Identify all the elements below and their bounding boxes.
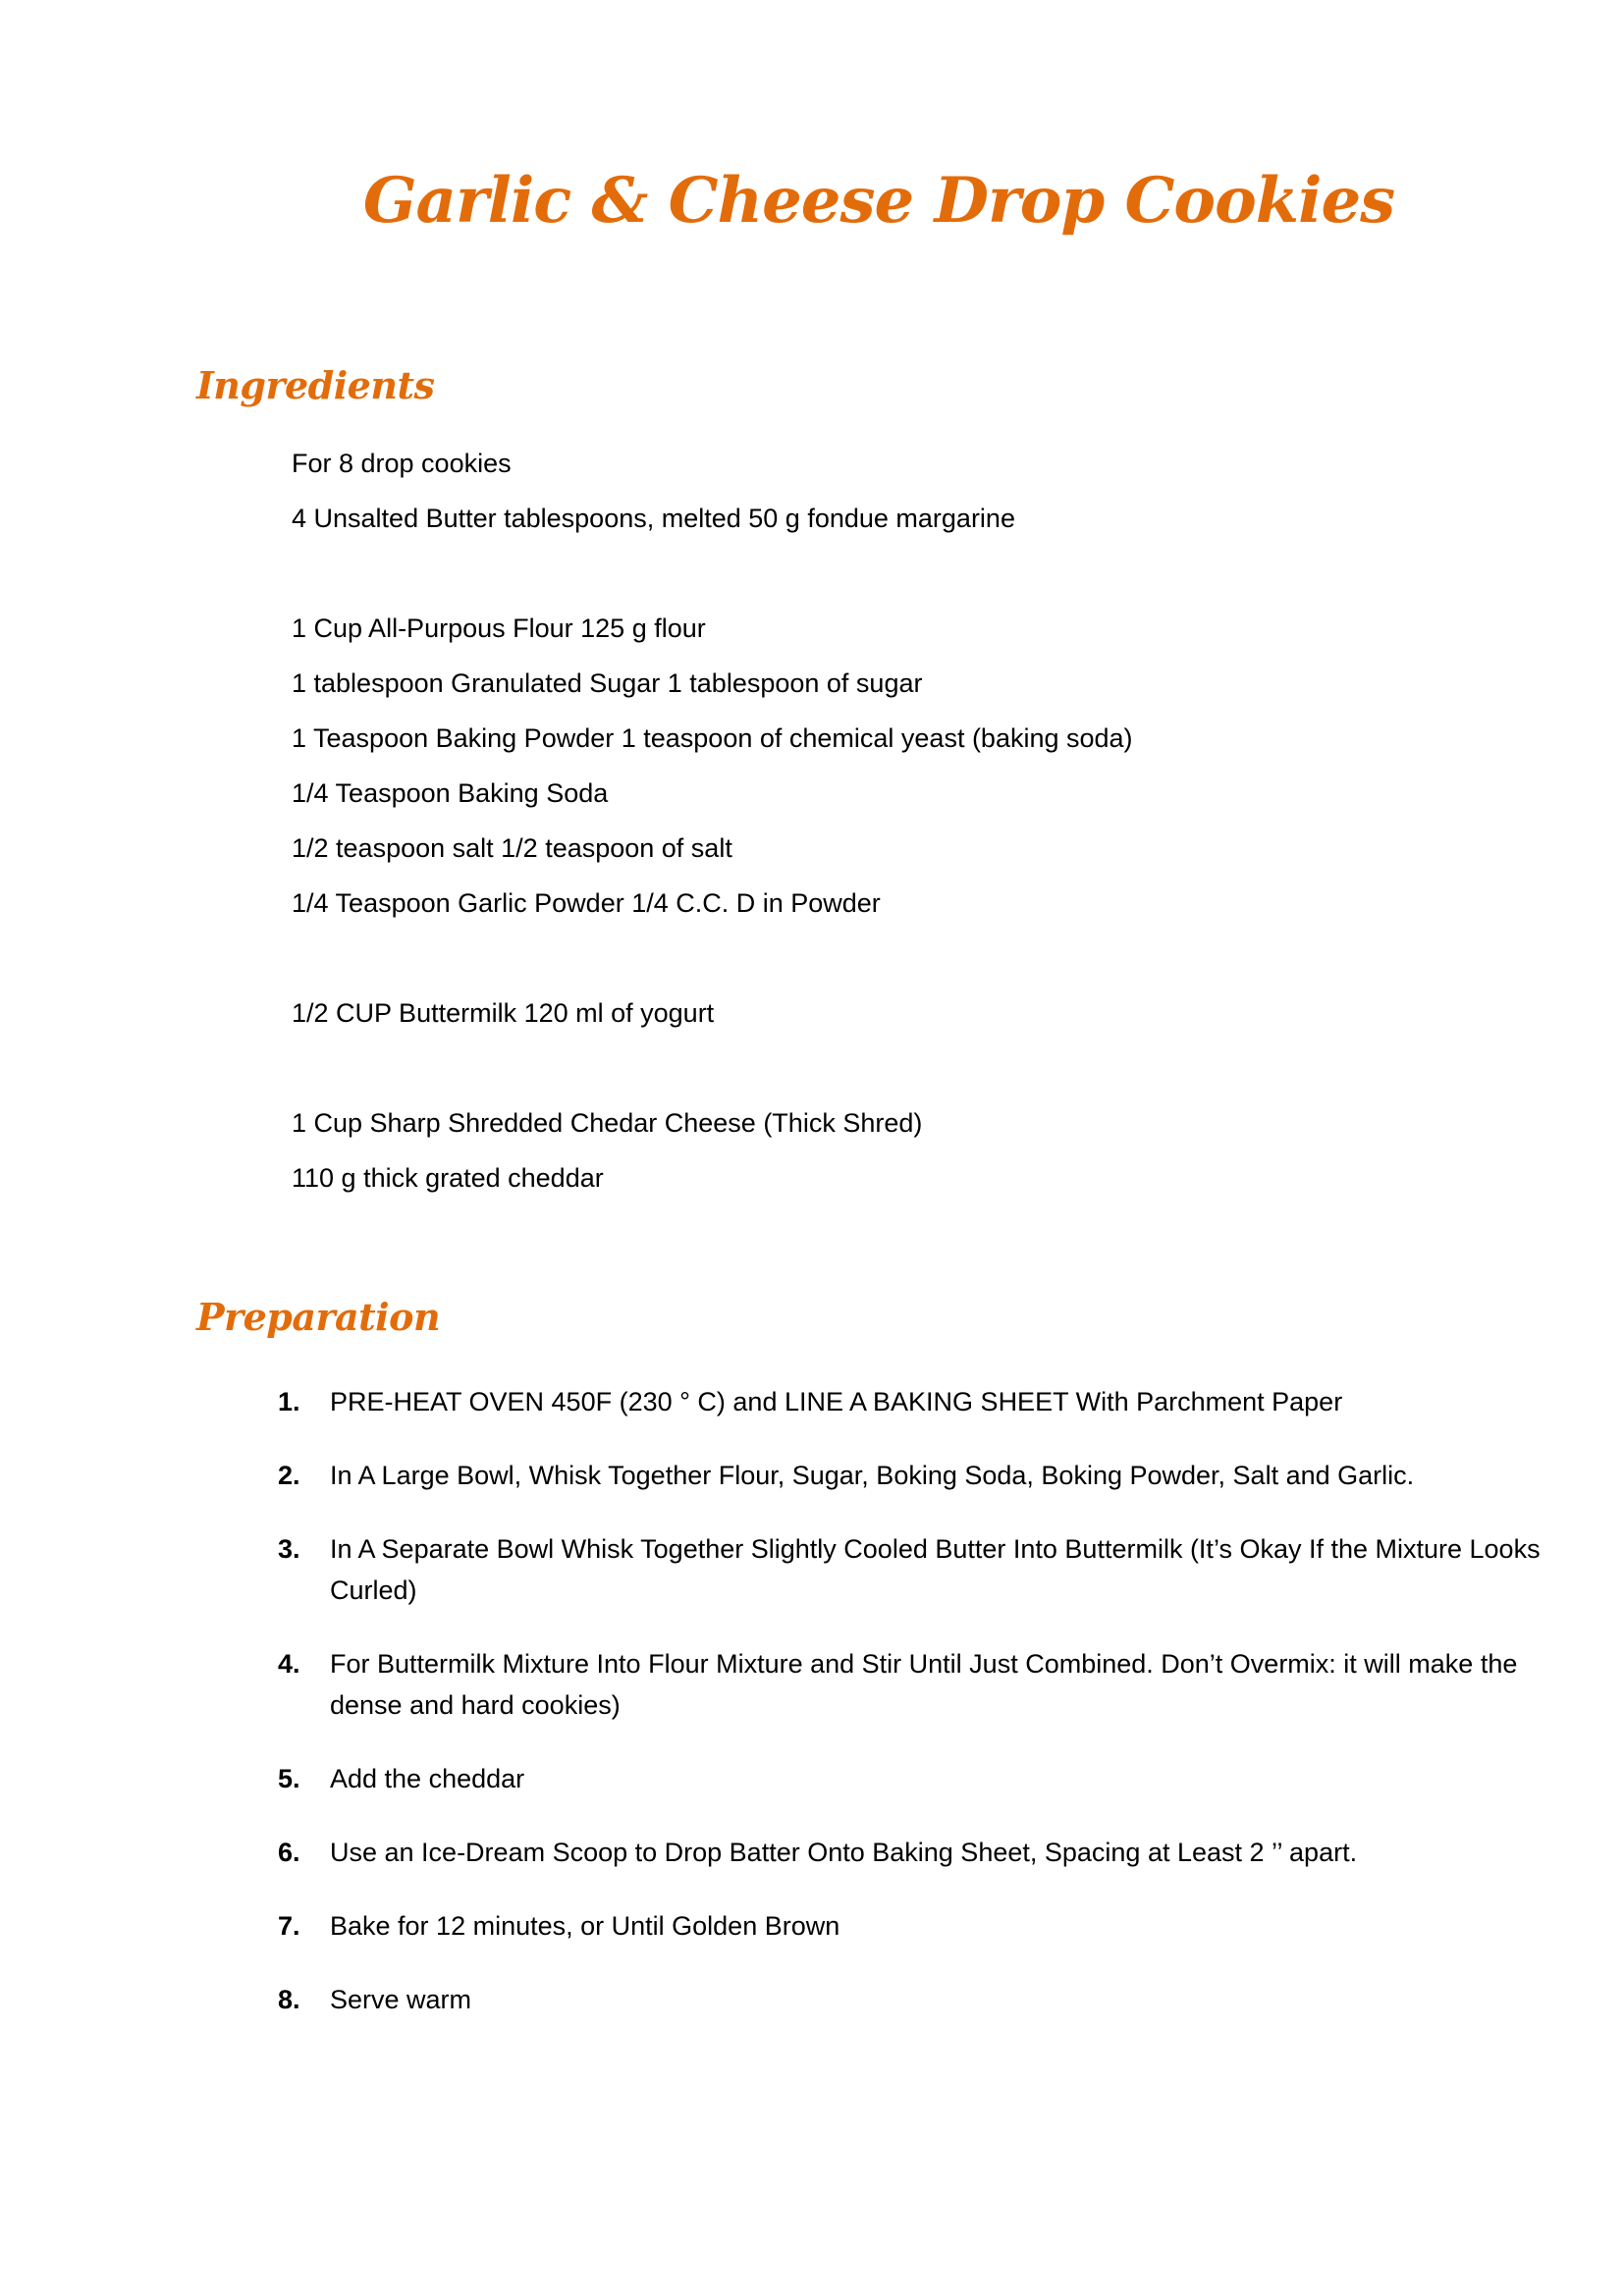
ingredient-item: 1 Teaspoon Baking Powder 1 teaspoon of chemical yeast (baking soda): [292, 723, 1133, 753]
step-text: In A Large Bowl, Whisk Together Flour, Sugar, Boking Soda, Boking Powder, Salt and Garlic.: [330, 1461, 1415, 1490]
ingredient-item: For 8 drop cookies: [292, 449, 512, 478]
step-text: Serve warm: [330, 1985, 472, 2014]
step-text: In A Separate Bowl Whisk Together Slightly Cooled Butter Into Buttermilk (It’s Okay If the Mixture Looks Curled): [330, 1534, 1541, 1605]
ingredients-list: [292, 436, 1548, 1205]
ingredient-item: 1/4 Teaspoon Garlic Powder 1/4 C.C. D in Powder: [292, 888, 881, 918]
page-title: Garlic & Cheese Drop Cookies: [362, 164, 1395, 238]
preparation-step: [278, 1528, 1554, 1611]
step-number: 8.: [278, 1985, 300, 2014]
step-number: 3.: [278, 1534, 300, 1564]
step-number: 5.: [278, 1764, 300, 1793]
step-text: Add the cheddar: [330, 1764, 525, 1793]
ingredient-item: 110 g thick grated cheddar: [292, 1163, 604, 1193]
step-number: 7.: [278, 1911, 300, 1941]
ingredient-item: 1 Cup All-Purpous Flour 125 g flour: [292, 614, 706, 643]
preparation-step: [278, 1832, 1554, 1873]
preparation-step: [278, 1643, 1554, 1726]
step-number: 4.: [278, 1649, 300, 1679]
step-number: 1.: [278, 1387, 300, 1416]
preparation-step: [278, 1758, 1554, 1799]
preparation-step: [278, 1381, 1554, 1422]
ingredient-item: 1 tablespoon Granulated Sugar 1 tablespoon of sugar: [292, 668, 923, 698]
step-text: PRE-HEAT OVEN 450F (230 ° C) and LINE A BAKING SHEET With Parchment Paper: [330, 1387, 1343, 1416]
ingredient-item: 1/2 teaspoon salt 1/2 teaspoon of salt: [292, 833, 732, 863]
step-number: 6.: [278, 1838, 300, 1867]
ingredient-item: 1 Cup Sharp Shredded Chedar Cheese (Thick Shred): [292, 1108, 923, 1138]
step-text: For Buttermilk Mixture Into Flour Mixture and Stir Until Just Combined. Don’t Overmix: it will make the dense and hard cookies): [330, 1649, 1518, 1720]
ingredient-item: 4 Unsalted Butter tablespoons, melted 50 g fondue margarine: [292, 504, 1015, 533]
step-number: 2.: [278, 1461, 300, 1490]
preparation-step: [278, 1905, 1554, 1947]
ingredient-item: 1/4 Teaspoon Baking Soda: [292, 778, 609, 808]
preparation-steps-list: [278, 1381, 1554, 2053]
ingredients-heading: Ingredients: [196, 363, 435, 407]
step-text: Bake for 12 minutes, or Until Golden Brown: [330, 1911, 840, 1941]
step-text: Use an Ice-Dream Scoop to Drop Batter Onto Baking Sheet, Spacing at Least 2 ’’ apart.: [330, 1838, 1358, 1867]
preparation-heading: Preparation: [196, 1295, 441, 1339]
ingredient-item: 1/2 CUP Buttermilk 120 ml of yogurt: [292, 998, 715, 1028]
preparation-step: [278, 1979, 1554, 2020]
preparation-step: [278, 1455, 1554, 1496]
